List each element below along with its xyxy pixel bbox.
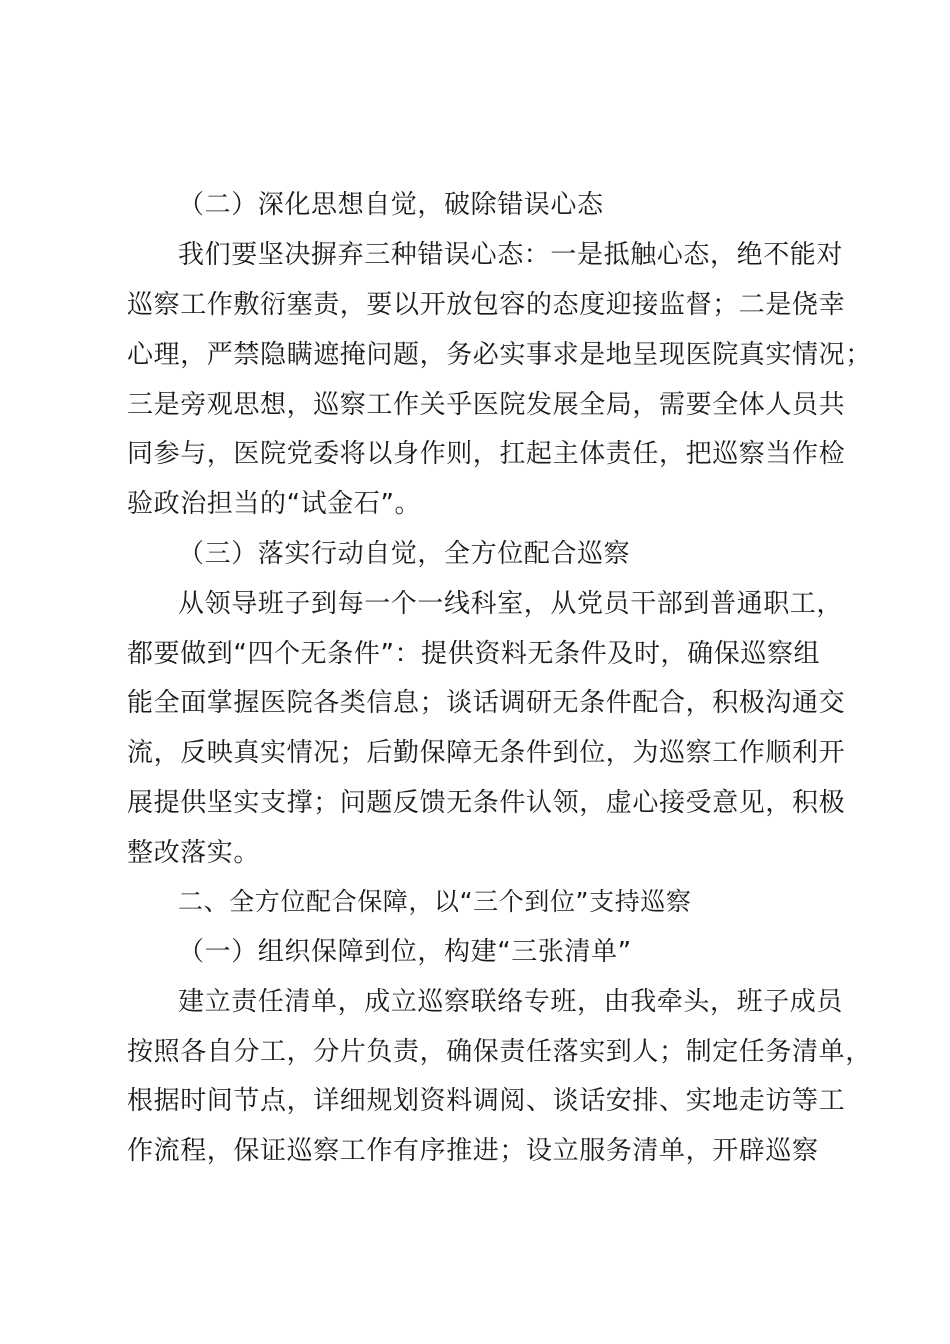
paragraph-line: 建立责任清单，成立巡察联络专班，由我牵头，班子成员 [178,987,844,1017]
paragraph-line: 能全面掌握医院各类信息；谈话调研无条件配合，积极沟通交 [127,688,846,718]
paragraph-line: 同参与，医院党委将以身作则，扛起主体责任，把巡察当作检 [127,439,846,469]
paragraph-line: 验政治担当的“试金石”。 [127,489,422,519]
paragraph-line: 流，反映真实情况；后勤保障无条件到位，为巡察工作顺利开 [127,738,846,768]
paragraph-line: 整改落实。 [127,838,261,868]
paragraph-line: 展提供坚实支撑；问题反馈无条件认领，虚心接受意见，积极 [127,788,846,818]
paragraph-line: 三是旁观思想，巡察工作关乎医院发展全局，需要全体人员共 [127,390,846,420]
paragraph-line: 都要做到“四个无条件”：提供资料无条件及时，确保巡察组 [127,639,821,669]
paragraph-line: 作流程，保证巡察工作有序推进；设立服务清单，开辟巡察 [127,1136,819,1166]
section-heading-2: （二）深化思想自觉，破除错误心态 [178,190,604,220]
paragraph-line: 按照各自分工，分片负责，确保责任落实到人；制定任务清单， [127,1037,872,1067]
paragraph-line: 根据时间节点，详细规划资料调阅、谈话安排、实地走访等工 [127,1086,846,1116]
paragraph-line: 巡察工作敷衍塞责，要以开放包容的态度迎接监督；二是侥幸 [127,290,846,320]
chapter-heading: 二、全方位配合保障，以“三个到位”支持巡察 [178,887,692,916]
paragraph-line: 心理，严禁隐瞒遮掩问题，务必实事求是地呈现医院真实情况； [127,340,872,370]
paragraph-line: 从领导班子到每一个一线科室，从党员干部到普通职工， [178,589,844,619]
section-heading-3: （三）落实行动自觉，全方位配合巡察 [178,539,631,569]
paragraph-line: 我们要坚决摒弃三种错误心态：一是抵触心态，绝不能对 [178,240,844,270]
section-heading-1: （一）组织保障到位，构建“三张清单” [178,937,632,967]
